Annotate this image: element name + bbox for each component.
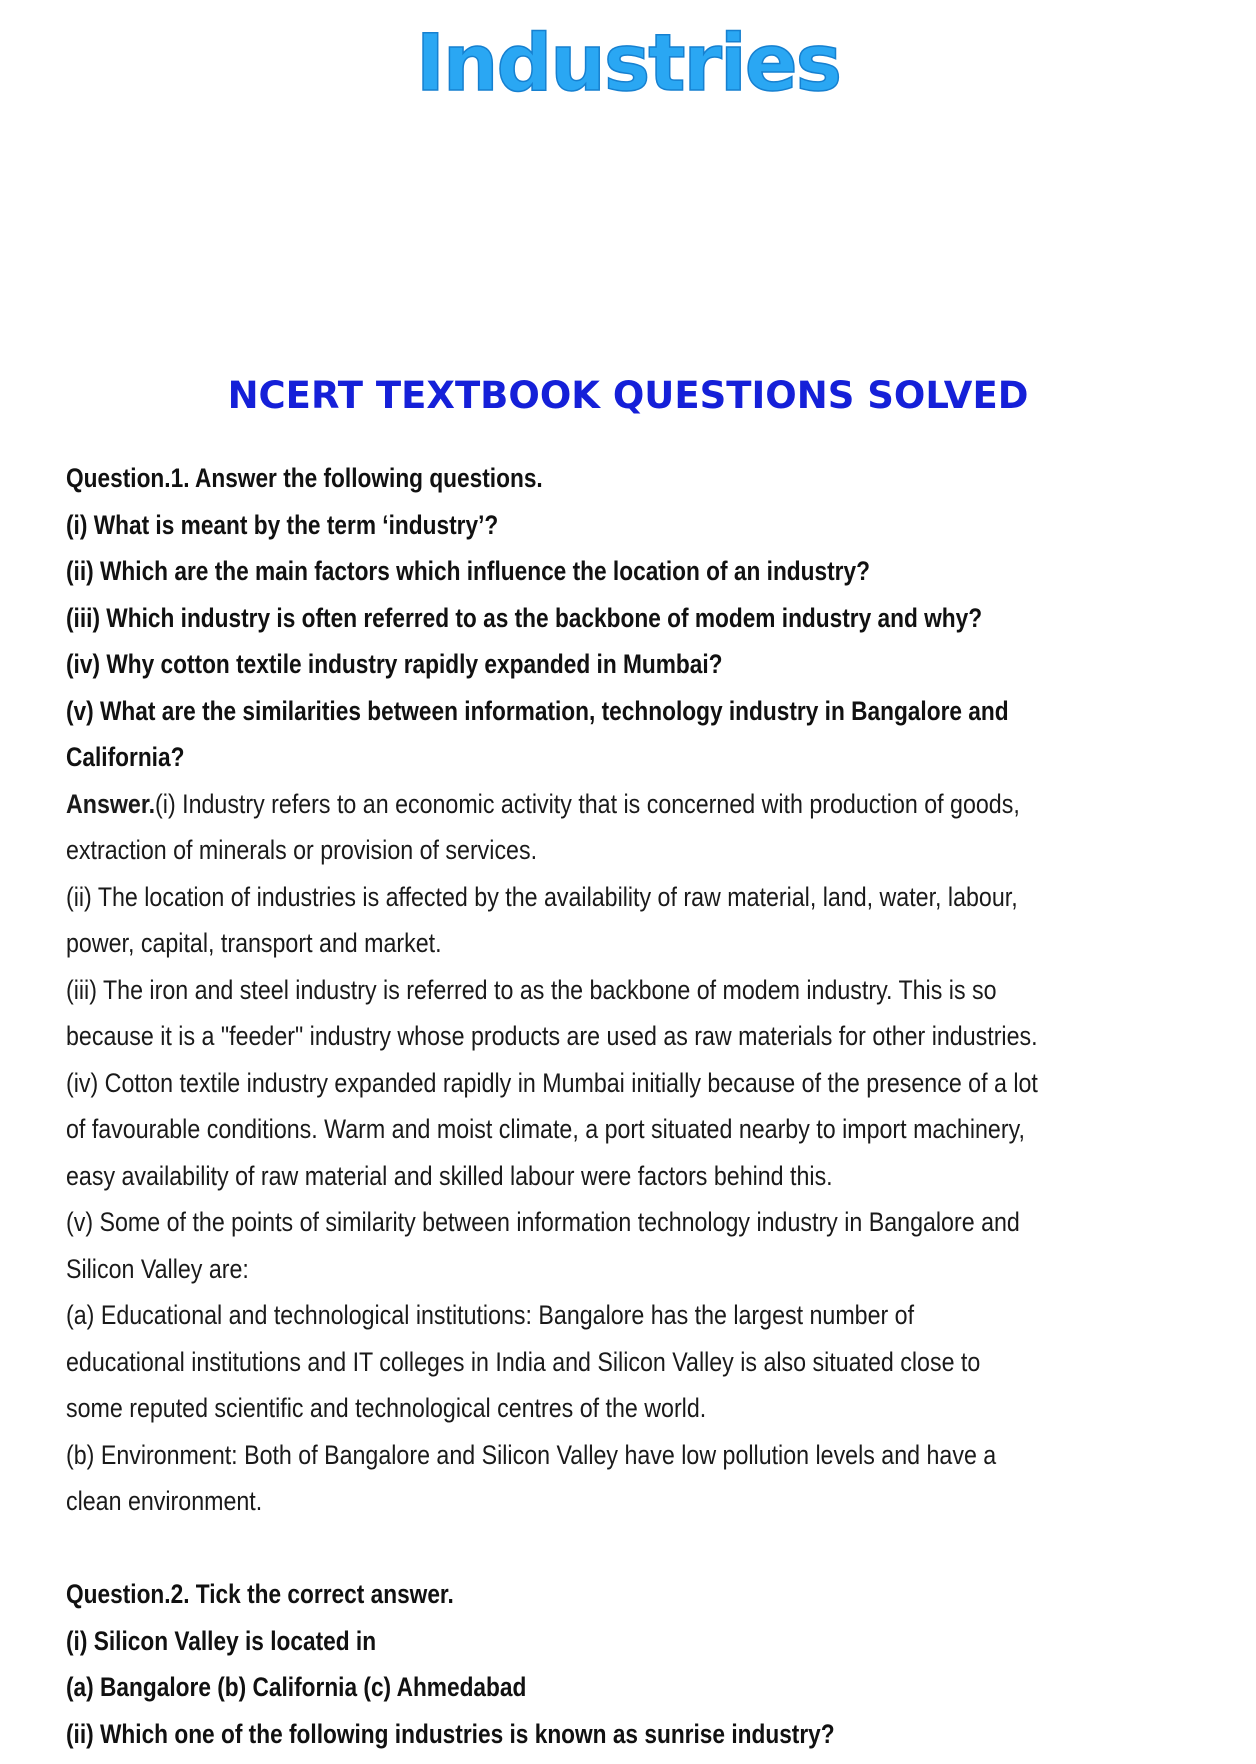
document-body <box>66 455 1236 1757</box>
section-heading: NCERT TEXTBOOK QUESTIONS SOLVED <box>227 374 1029 417</box>
answer-1-line: (iii) The iron and steel industry is referred to as the backbone of modem industry. This is so <box>66 974 997 1005</box>
question-1-item: (i) What is meant by the term ‘industry’? <box>66 509 499 540</box>
answer-1-line: (v) Some of the points of similarity between information technology industry in Bangalore and <box>66 1207 1020 1237</box>
answer-1-line: Silicon Valley are: <box>66 1253 249 1284</box>
question-1-item: (ii) Which are the main factors which influence the location of an industry? <box>66 556 870 586</box>
answer-1-line: power, capital, transport and market. <box>66 928 442 958</box>
question-1-item: (iv) Why cotton textile industry rapidly expanded in Mumbai? <box>66 649 723 679</box>
answer-1-line: because it is a "feeder" industry whose products are used as raw materials for other industries. <box>66 1021 1038 1051</box>
answer-1-line: of favourable conditions. Warm and moist climate, a port situated nearby to import machinery, <box>66 1114 1025 1144</box>
answer-1-line: educational institutions and IT colleges in India and Silicon Valley is also situated close to <box>66 1346 981 1377</box>
answer-1-line: (a) Educational and technological institutions: Bangalore has the largest number of <box>66 1300 915 1330</box>
answer-1-line: some reputed scientific and technological centres of the world. <box>66 1393 707 1423</box>
answer-1-line: (iv) Cotton textile industry expanded rapidly in Mumbai initially because of the presence of a lot <box>66 1067 1038 1098</box>
question-1-item: California? <box>66 742 185 772</box>
answer-1-line: extraction of minerals or provision of services. <box>66 835 538 865</box>
answer-1-line <box>66 781 1072 828</box>
question-1-heading: Question.1. Answer the following questions. <box>66 463 543 493</box>
answer-text: (i) Industry refers to an economic activity that is concerned with production of goods, <box>155 788 1020 819</box>
question-2-options: (a) Bangalore (b) California (c) Ahmedabad <box>66 1672 527 1702</box>
question-2-heading: Question.2. Tick the correct answer. <box>66 1579 454 1609</box>
answer-1-line: easy availability of raw material and skilled labour were factors behind this. <box>66 1160 833 1191</box>
question-1-item: (v) What are the similarities between information, technology industry in Bangalore and <box>66 695 1009 726</box>
question-1-item: (iii) Which industry is often referred to as the backbone of modem industry and why? <box>66 602 983 633</box>
question-2-item: (ii) Which one of the following industries is known as sunrise industry? <box>66 1718 835 1749</box>
answer-1-line: (ii) The location of industries is affected by the availability of raw material, land, water, labour, <box>66 881 1018 912</box>
answer-1-line: (b) Environment: Both of Bangalore and Silicon Valley have low pollution levels and have a <box>66 1439 997 1470</box>
paragraph-gap <box>66 1525 1236 1572</box>
page-title: Industries <box>415 19 841 109</box>
question-2-item: (i) Silicon Valley is located in <box>66 1625 377 1656</box>
answer-1-line: clean environment. <box>66 1486 263 1516</box>
answer-label: Answer. <box>66 788 156 819</box>
